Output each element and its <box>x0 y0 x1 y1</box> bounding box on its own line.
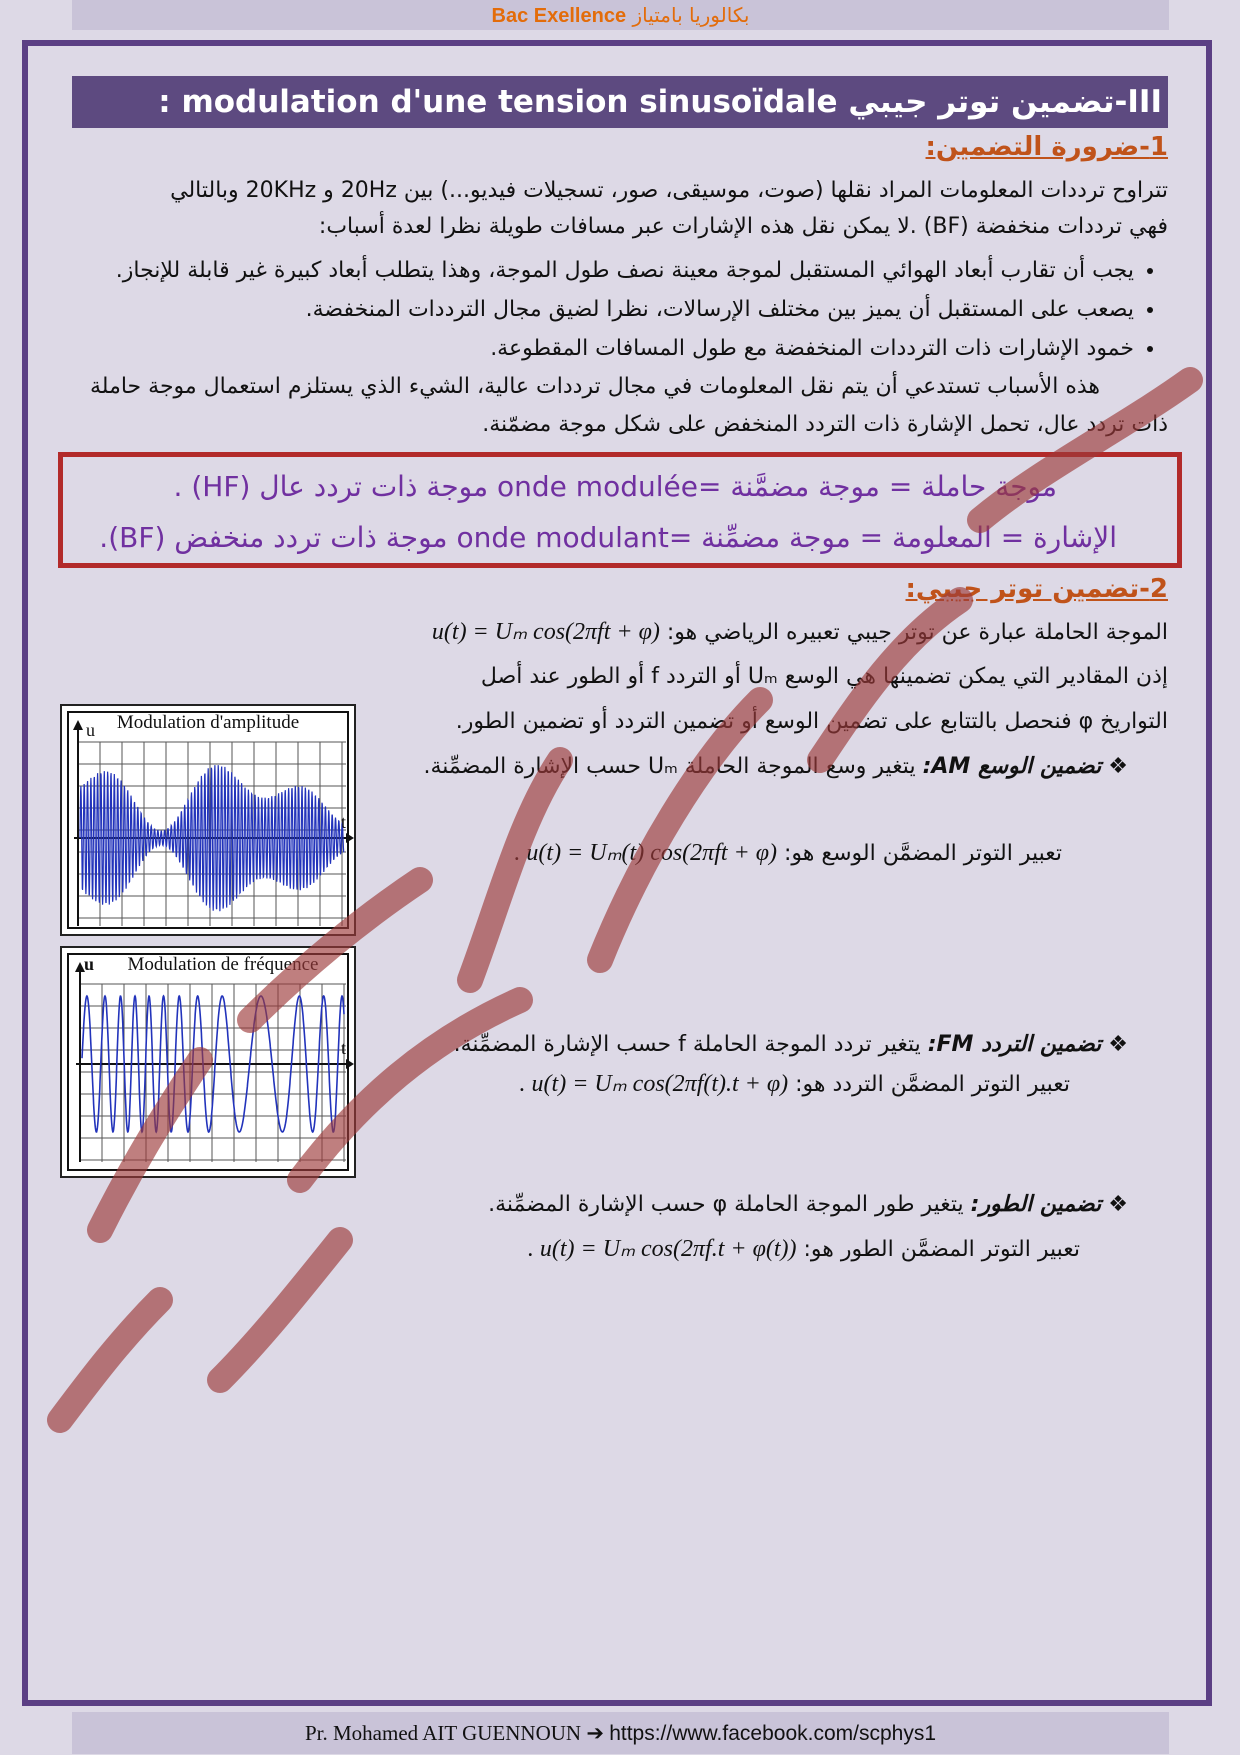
footer-author: Pr. Mohamed AIT GUENNOUN ➔ <box>304 1721 604 1745</box>
fm-figure-title: Modulation de fréquence <box>127 954 319 975</box>
section1-para3: هذه الأسباب تستدعي أن يتم نقل المعلومات في مجال ترددات عالية، الشيء الذي يستلزم استعمال موجة حاملة <box>89 374 1100 399</box>
reason-item: • خمود الإشارات ذات الترددات المنخفضة مع طول المسافات المقطوعة. <box>116 329 1134 368</box>
am-figure <box>60 704 356 936</box>
pm-line <box>488 1190 1128 1220</box>
brand-ar: بكالوريا بامتياز <box>632 3 750 27</box>
definition-carrier: موجة حاملة = موجة مضمَّنة =onde modulée موجة ذات تردد عال (HF) . <box>173 470 1057 503</box>
fm-desc: يتغير تردد الموجة الحاملة f حسب الإشارة المضمِّنة. <box>453 1032 921 1057</box>
pm-expr-text: تعبير التوتر المضمَّن الطور هو: <box>803 1237 1080 1262</box>
am-figure-title: Modulation d'amplitude <box>116 712 300 733</box>
section1-heading: 1-ضرورة التضمين: <box>925 132 1168 162</box>
am-expr-line <box>514 838 1062 869</box>
footer-url[interactable]: https://www.facebook.com/scphys1 <box>609 1722 936 1745</box>
definition-box <box>58 452 1182 568</box>
am-expr: u(t) = Uₘ(t) cos(2πft + φ) . <box>514 840 777 866</box>
fm-line <box>454 1030 1128 1060</box>
section2-heading: 2-تضمين توتر جيبي: <box>905 574 1168 604</box>
am-expr-text: تعبير التوتر المضمَّن الوسع هو: <box>784 841 1062 866</box>
fm-expr-text: تعبير التوتر المضمَّن التردد هو: <box>795 1072 1070 1097</box>
fm-figure <box>60 946 356 1178</box>
pm-desc: يتغير طور الموجة الحاملة φ حسب الإشارة المضمِّنة. <box>488 1192 964 1217</box>
am-x-label: t <box>340 812 346 832</box>
pm-expr: u(t) = Uₘ cos(2πf.t + φ(t)) . <box>527 1236 797 1262</box>
am-line <box>423 752 1128 782</box>
am-y-label: u <box>86 720 95 740</box>
header-bar <box>72 0 1169 30</box>
reason-item: • يصعب على المستقبل أن يميز بين مختلف الإرسالات، نظرا لضيق مجال الترددات المنخفضة. <box>116 290 1134 329</box>
reasons-list <box>116 251 1168 368</box>
bullet-diamond-icon: ❖ <box>1108 754 1128 779</box>
page-title <box>72 76 1168 128</box>
fm-x-label: t <box>340 1038 346 1058</box>
pm-label: تضمين الطور: <box>970 1192 1102 1217</box>
brand-en: Bac Exellence <box>491 5 627 27</box>
params-line1: إذن المقادير التي يمكن تضمينها هي الوسع Uₘ أو التردد f أو الطور عند أصل <box>480 664 1168 689</box>
am-label: تضمين الوسع AM: <box>922 754 1102 779</box>
carrier-line <box>432 617 1168 648</box>
section1-para2: فهي ترددات منخفضة (BF) .لا يمكن نقل هذه الإشارات عبر مسافات طويلة نظرا لعدة أسباب: <box>318 214 1168 239</box>
fm-label: تضمين التردد FM: <box>927 1032 1102 1057</box>
bullet-diamond-icon: ❖ <box>1108 1032 1128 1057</box>
params-line2: التواريخ φ فنحصل بالتتابع على تضمين الوسع أو تضمين التردد أو تضمين الطور. <box>455 709 1168 734</box>
reason-item: • يجب أن تقارب أبعاد الهوائي المستقبل لموجة معينة نصف طول الموجة، وهذا يتطلب أبعاد كبيرة غير قابلة للإنجاز. <box>116 251 1134 290</box>
pm-expr-line <box>528 1234 1080 1265</box>
carrier-formula: u(t) = Uₘ cos(2πft + φ) <box>431 619 660 645</box>
fm-expr-line <box>520 1069 1070 1100</box>
am-desc: يتغير وسع الموجة الحاملة Uₘ حسب الإشارة المضمِّنة. <box>423 754 916 779</box>
bullet-diamond-icon: ❖ <box>1108 1192 1128 1217</box>
fm-y-label: u <box>84 954 95 974</box>
section1-para1: تتراوح ترددات المعلومات المراد نقلها (صوت، موسيقى، صور، تسجيلات فيديو...) بين 20Hz و 20KHz وبالتالي <box>170 178 1168 203</box>
fm-plot <box>62 948 358 1180</box>
carrier-text: الموجة الحاملة عبارة عن توتر جيبي تعبيره الرياضي هو: <box>666 620 1168 645</box>
fm-expr: u(t) = Uₘ cos(2πf(t).t + φ) . <box>519 1071 789 1097</box>
footer-bar <box>72 1712 1169 1754</box>
section1-para4: ذات تردد عال، تحمل الإشارة ذات التردد المنخفض على شكل موجة مضمّنة. <box>482 412 1168 437</box>
title-fr: modulation d'une tension sinusoïdale : <box>158 84 838 120</box>
title-prefix: III- <box>1114 84 1162 120</box>
am-plot <box>62 706 358 938</box>
title-ar: تضمين توتر جيبي <box>848 84 1115 120</box>
definition-signal: الإشارة = المعلومة = موجة مضمِّنة =onde modulant موجة ذات تردد منخفض (BF). <box>99 521 1117 554</box>
